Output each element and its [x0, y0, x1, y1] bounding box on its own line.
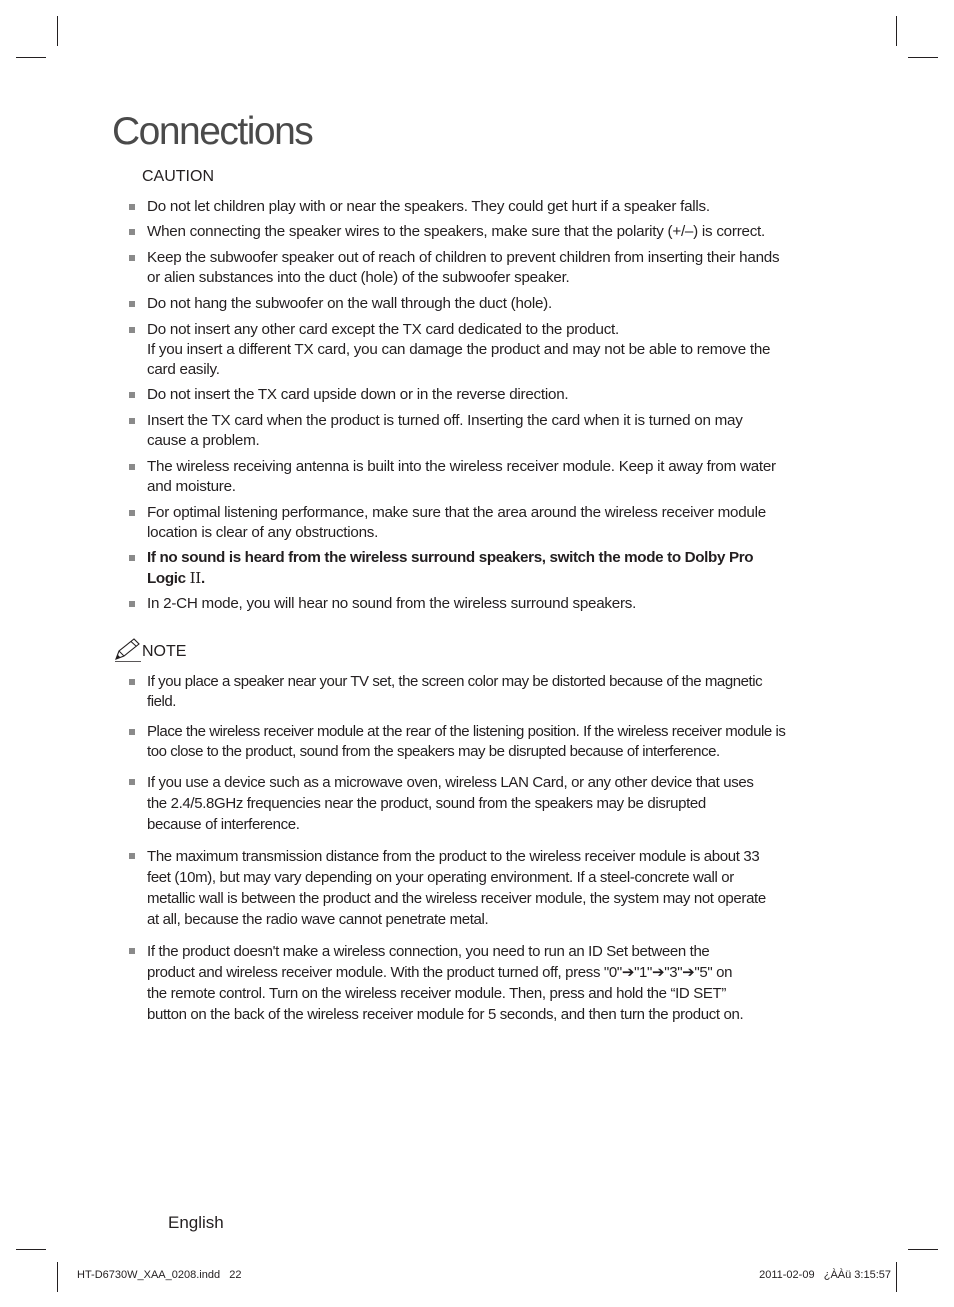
list-item: If you place a speaker near your TV set, the screen color may be distorted because of the magnetic field. [147, 672, 817, 712]
list-item: Do not let children play with or near the speakers. They could get hurt if a speaker falls. [147, 197, 817, 217]
list-item: Keep the subwoofer speaker out of reach of children to prevent children from inserting their hands or alien substances into the duct (hole) of the subwoofer speaker. [147, 248, 817, 288]
list-item: In 2-CH mode, you will hear no sound from the wireless surround speakers. [147, 594, 817, 614]
list-item: Place the wireless receiver module at the rear of the listening position. If the wireless receiver module is too close to the product, sound from the speakers may be disrupted because of interference. [147, 722, 817, 762]
bullet-square-icon [129, 853, 135, 859]
bullet-square-icon [129, 555, 135, 561]
caution-heading: CAUTION [142, 168, 214, 185]
footer-language: English [168, 1213, 224, 1232]
bullet-square-icon [129, 418, 135, 424]
list-item: When connecting the speaker wires to the speakers, make sure that the polarity (+/–) is correct. [147, 222, 817, 242]
crop-mark [16, 1249, 46, 1250]
list-item: For optimal listening performance, make sure that the area around the wireless receiver module location is clear of any obstructions. [147, 503, 817, 543]
list-item: Insert the TX card when the product is turned off. Inserting the card when it is turned on may cause a problem. [147, 411, 817, 451]
bullet-square-icon [129, 510, 135, 516]
bullet-square-icon [129, 729, 135, 735]
bullet-square-icon [129, 679, 135, 685]
list-item: Do not insert any other card except the TX card dedicated to the product. If you insert a different TX card, you can damage the product and may not be able to remove the card easily. [147, 320, 817, 380]
list-item-bold: If no sound is heard from the wireless surround speakers, switch the mode to Dolby Pro Logic II. [147, 548, 817, 589]
bullet-square-icon [129, 255, 135, 261]
bullet-square-icon [129, 301, 135, 307]
bullet-square-icon [129, 464, 135, 470]
note-heading: NOTE [142, 643, 187, 660]
crop-mark [57, 1262, 58, 1292]
bullet-square-icon [129, 948, 135, 954]
crop-mark [908, 1249, 938, 1250]
bullet-square-icon [129, 779, 135, 785]
bullet-square-icon [129, 327, 135, 333]
bullet-square-icon [129, 601, 135, 607]
footer-timestamp: 2011-02-09 ¿ÀÀü 3:15:57 [759, 1269, 891, 1281]
list-item: The maximum transmission distance from the product to the wireless receiver module is about 33 feet (10m), but may vary depending on your operating environment. If a steel-concrete wall or metallic wall is between the product and the wireless receiver module, the system may not operate at all, because the radio wave cannot penetrate metal. [147, 846, 817, 930]
bullet-square-icon [129, 392, 135, 398]
crop-mark [57, 16, 58, 46]
list-item: The wireless receiving antenna is built into the wireless receiver module. Keep it away from water and moisture. [147, 457, 817, 497]
crop-mark [896, 1262, 897, 1292]
bullet-square-icon [129, 204, 135, 210]
crop-mark [908, 57, 938, 58]
list-item: Do not insert the TX card upside down or in the reverse direction. [147, 385, 817, 405]
crop-mark [896, 16, 897, 46]
list-item: If you use a device such as a microwave oven, wireless LAN Card, or any other device that uses the 2.4/5.8GHz frequencies near the product, sound from the speakers may be disrupted because of interference. [147, 772, 817, 835]
bullet-square-icon [129, 229, 135, 235]
list-item: Do not hang the subwoofer on the wall through the duct (hole). [147, 294, 817, 314]
pencil-note-icon [114, 637, 142, 663]
list-item: If the product doesn't make a wireless connection, you need to run an ID Set between the product and wireless receiver module. With the product turned off, press "0"➔"1"➔"3"➔"5" on the remote control. Turn on the wireless receiver module. Then, press and hold the “ID SET” button on the back of the wireless receiver module for 5 seconds, and then turn the product on. [147, 941, 817, 1025]
footer-file-name: HT-D6730W_XAA_0208.indd 22 [77, 1269, 242, 1281]
crop-mark [16, 57, 46, 58]
page-title: Connections [112, 110, 313, 153]
